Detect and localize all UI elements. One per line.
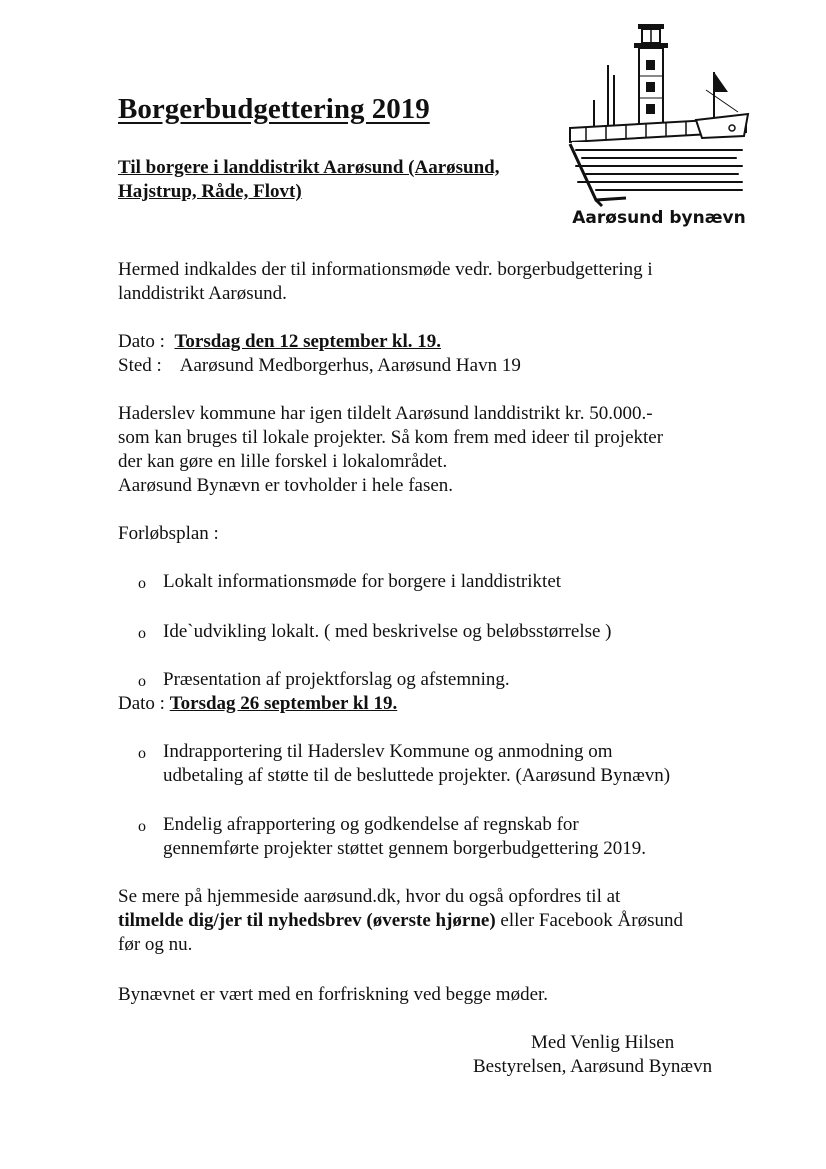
facebook-text: eller Facebook Årøsund	[495, 910, 683, 931]
body-line: som kan bruges til lokale projekter. Så kom frem med ideer til projekter	[118, 427, 664, 448]
place-value: Aarøsund Medborgerhus, Aarøsund Havn 19	[179, 355, 521, 376]
date-label: Dato :	[118, 693, 165, 714]
body-line: Aarøsund Bynævn er tovholder i hele fasen.	[118, 475, 454, 496]
body-line: Haderslev kommune har igen tildelt Aarøsund landdistrikt kr. 50.000.-	[118, 403, 653, 424]
plan-item: udbetaling af støtte til de besluttede projekter. (Aarøsund Bynævn)	[163, 765, 671, 786]
plan-item: Endelig afrapportering og godkendelse af regnskab for	[163, 814, 579, 835]
plan-item: gennemførte projekter støttet gennem borgerbudgettering 2019.	[163, 838, 646, 859]
plan-item: Ide`udvikling lokalt. ( med beskrivelse og beløbsstørrelse )	[163, 621, 612, 642]
plan-item: Præsentation af projektforslag og afstemning.	[163, 669, 510, 690]
plan-heading: Forløbsplan :	[118, 523, 219, 544]
place-label: Sted :	[118, 355, 162, 376]
website-line	[118, 909, 683, 933]
bullet-icon: o	[138, 818, 146, 835]
date-value: Torsdag den 12 september kl. 19.	[174, 331, 442, 352]
website-line: før og nu.	[118, 934, 193, 955]
bullet-icon: o	[138, 673, 146, 690]
meeting-place-row	[118, 354, 521, 378]
website-line: Se mere på hjemmeside aarøsund.dk, hvor du også opfordres til at	[118, 886, 621, 907]
closing-greeting: Med Venlig Hilsen	[531, 1032, 675, 1053]
meeting-date-row	[118, 330, 441, 354]
refreshment-note: Bynævnet er vært med en forfriskning ved begge møder.	[118, 984, 549, 1005]
logo-caption: Aarøsund bynævn	[572, 208, 746, 228]
newsletter-signup-text: tilmelde dig/jer til nyhedsbrev (øverste hjørne)	[118, 910, 496, 931]
plan-item: Lokalt informationsmøde for borgere i landdistriktet	[163, 571, 562, 592]
lighthouse-harbour-illustration	[566, 20, 750, 235]
bullet-icon: o	[138, 745, 146, 762]
date-label: Dato :	[118, 331, 165, 352]
intro-line: Hermed indkaldes der til informationsmøde vedr. borgerbudgettering i	[118, 259, 653, 280]
meeting2-date-row	[118, 692, 397, 716]
date-value: Torsdag 26 september kl 19.	[169, 693, 398, 714]
page-title: Borgerbudgettering 2019	[118, 93, 430, 125]
bullet-icon: o	[138, 575, 146, 592]
closing-signature: Bestyrelsen, Aarøsund Bynævn	[473, 1056, 713, 1077]
plan-item: Indrapportering til Haderslev Kommune og anmodning om	[163, 741, 613, 762]
bullet-icon: o	[138, 625, 146, 642]
subtitle: Til borgere i landdistrikt Aarøsund (Aarøsund, Hajstrup, Råde, Flovt)	[118, 157, 500, 202]
body-line: der kan gøre en lille forskel i lokalområdet.	[118, 451, 448, 472]
intro-line: landdistrikt Aarøsund.	[118, 283, 287, 304]
